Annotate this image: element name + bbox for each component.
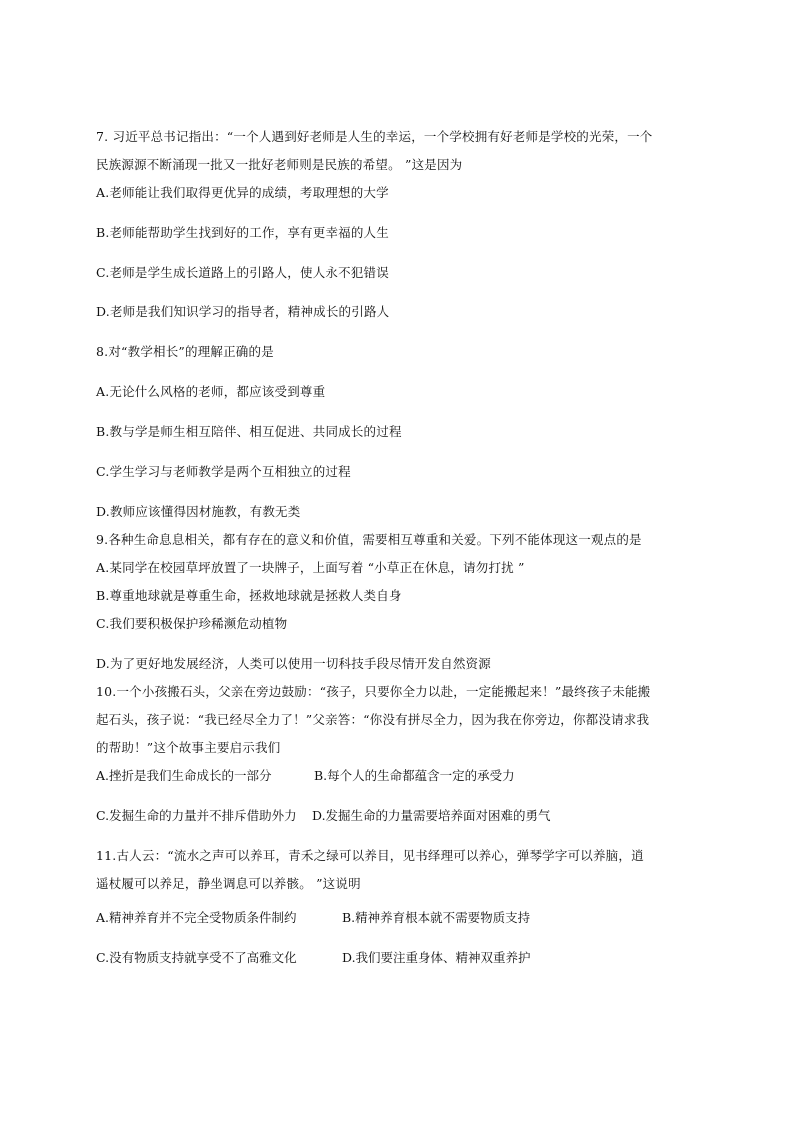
- q8-option-c: C.学生学习与老师教学是两个互相独立的过程: [96, 464, 351, 479]
- q11-option-c: C.没有物质支持就享受不了高雅文化: [96, 950, 297, 965]
- q11-stem-line1: 11.古人云：“流水之声可以养耳，青禾之绿可以养目，见书绎理可以养心，弹琴学字可以养脑，逍: [96, 848, 644, 863]
- q8-option-b: B.教与学是师生相互陪伴、相互促进、共同成长的过程: [96, 424, 402, 439]
- q9-option-c: C.我们要积极保护珍稀濒危动植物: [96, 616, 288, 631]
- q7-option-c: C.老师是学生成长道路上的引路人，使人永不犯错误: [96, 265, 389, 280]
- q10-option-d: D.发掘生命的力量需要培养面对困难的勇气: [312, 808, 551, 823]
- q11-stem-line2: 遥杖履可以养足，静坐调息可以养骸。 ”这说明: [96, 876, 361, 891]
- q11-options-row1: [96, 910, 530, 926]
- q8-option-d: D.教师应该懂得因材施教，有教无类: [96, 504, 301, 519]
- q9-stem: 9.各种生命息息相关，都有存在的意义和价值，需要相互尊重和关爱。下列不能体现这一观点的是: [96, 532, 642, 547]
- q10-stem-line3: 的帮助！”这个故事主要启示我们: [96, 740, 281, 755]
- q10-stem-line2: 起石头，孩子说：“我已经尽全力了！”父亲答：“你没有拼尽全力，因为我在你旁边，你都没请求我: [96, 712, 650, 727]
- q10-stem-line1: 10.一个小孩搬石头，父亲在旁边鼓励：“孩子，只要你全力以赴，一定能搬起来！”最终孩子未能搬: [96, 684, 651, 699]
- q7-stem-line1: 7. 习近平总书记指出：“一个人遇到好老师是人生的幸运，一个学校拥有好老师是学校的光荣，一个: [96, 129, 653, 144]
- q11-option-d: D.我们要注重身体、精神双重养护: [342, 950, 531, 965]
- q11-option-b: B.精神养育根本就不需要物质支持: [342, 910, 531, 925]
- q9-option-d: D.为了更好地发展经济，人类可以使用一切科技手段尽情开发自然资源: [96, 656, 491, 671]
- q9-option-b: B.尊重地球就是尊重生命，拯救地球就是拯救人类自身: [96, 588, 402, 603]
- q10-option-b: B.每个人的生命都蕴含一定的承受力: [314, 768, 515, 783]
- q8-stem: 8.对“教学相长”的理解正确的是: [96, 344, 274, 359]
- q7-stem-line2: 民族源源不断涌现一批又一批好老师则是民族的希望。 ”这是因为: [96, 157, 463, 172]
- q7-option-b: B.老师能帮助学生找到好的工作，享有更幸福的人生: [96, 225, 389, 240]
- q10-option-c: C.发掘生命的力量并不排斥借助外力: [96, 808, 297, 823]
- q9-option-a: A.某同学在校园草坪放置了一块牌子，上面写着 “小草正在休息，请勿打扰 ”: [96, 560, 525, 575]
- q10-option-a: A.挫折是我们生命成长的一部分: [96, 768, 272, 783]
- q8-option-a: A.无论什么风格的老师，都应该受到尊重: [96, 384, 326, 399]
- q10-options-row1: [96, 768, 515, 784]
- q10-options-row2: [96, 808, 551, 824]
- q7-option-a: A.老师能让我们取得更优异的成绩，考取理想的大学: [96, 185, 389, 200]
- q7-option-d: D.老师是我们知识学习的指导者，精神成长的引路人: [96, 304, 390, 319]
- q11-options-row2: [96, 950, 531, 966]
- q11-option-a: A.精神养育并不完全受物质条件制约: [96, 910, 297, 925]
